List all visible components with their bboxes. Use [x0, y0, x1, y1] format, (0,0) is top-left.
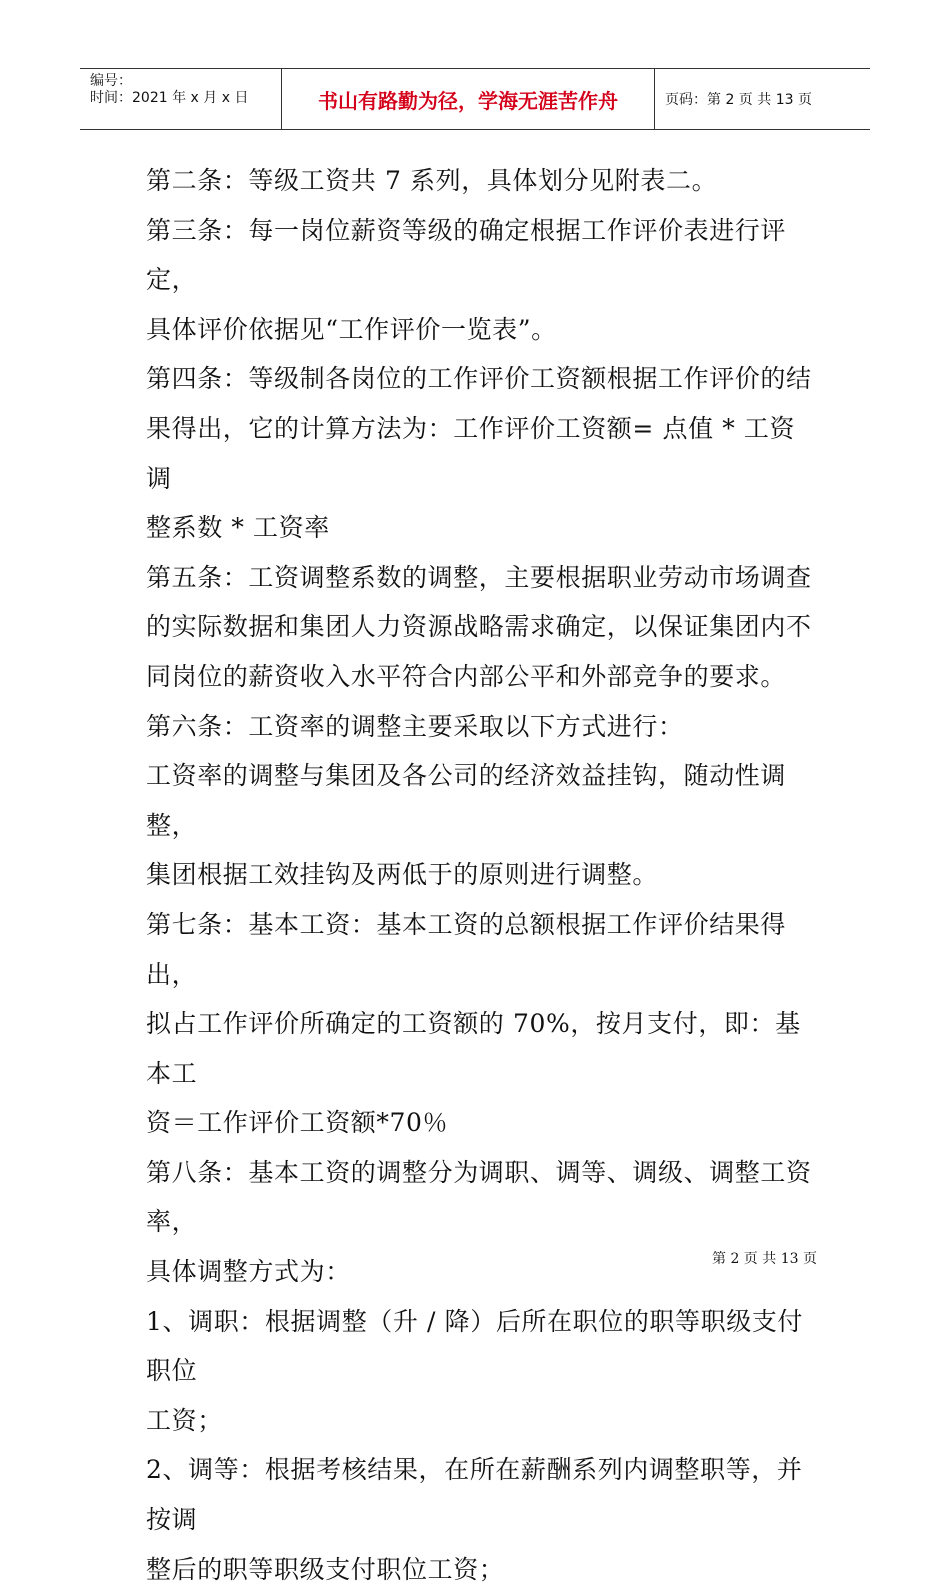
page-header [80, 68, 870, 130]
header-motto: 书山有路勤为径，学海无涯苦作舟 [318, 88, 618, 113]
body-line: 的实际数据和集团人力资源战略需求确定，以保证集团内不 [146, 612, 812, 642]
body-line: 第三条：每一岗位薪资等级的确定根据工作评价表进行评定， [146, 215, 787, 295]
header-motto-cell [282, 69, 655, 129]
header-info-cell [80, 69, 282, 129]
body-line: 集团根据工效挂钩及两低于的原则进行调整。 [146, 860, 659, 890]
body-line: 第五条：工资调整系数的调整，主要根据职业劳动市场调查 [146, 562, 812, 592]
body-line: 具体调整方式为： [146, 1257, 351, 1287]
body-line: 工资率的调整与集团及各公司的经济效益挂钩，随动性调整， [146, 761, 787, 840]
body-line: 同岗位的薪资收入水平符合内部公平和外部竞争的要求。 [146, 661, 787, 691]
document-body [146, 156, 816, 1594]
body-line: 果得出，它的计算方法为：工作评价工资额= 点值 * 工资调 [146, 413, 796, 493]
body-line: 第四条：等级制各岗位的工作评价工资额根据工作评价的结 [146, 364, 812, 394]
page-footer [712, 1248, 817, 1268]
body-line: 第二条：等级工资共 7 系列，具体划分见附表二。 [146, 166, 718, 195]
body-line: 第七条：基本工资：基本工资的总额根据工作评价结果得出， [146, 909, 787, 989]
body-line: 2、调等：根据考核结果，在所在薪酬系列内调整职等，并按调 [146, 1455, 803, 1535]
body-line: 整后的职等职级支付职位工资； [146, 1554, 505, 1584]
body-line: 工资； [146, 1405, 223, 1435]
document-number-label: 编号： [90, 73, 132, 89]
document-date-label: 时间：2021 年 x 月 x 日 [90, 90, 249, 106]
body-line: 具体评价依据见“工作评价一览表”。 [146, 314, 557, 344]
footer-page-number: 第 2 页 共 13 页 [712, 1251, 817, 1267]
body-line: 资＝工作评价工资额*70％ [146, 1108, 449, 1138]
body-line: 第六条：工资率的调整主要采取以下方式进行： [146, 711, 684, 741]
header-page-number: 页码：第 2 页 共 13 页 [665, 92, 812, 108]
body-line: 第八条：基本工资的调整分为调职、调等、调级、调整工资率， [146, 1157, 812, 1237]
body-line: 整系数 * 工资率 [146, 513, 330, 543]
body-line: 拟占工作评价所确定的工资额的 70%，按月支付，即：基本工 [146, 1009, 801, 1088]
body-line: 1、调职：根据调整（升 / 降）后所在职位的职等职级支付职位 [146, 1306, 804, 1386]
header-page-cell [655, 69, 870, 129]
